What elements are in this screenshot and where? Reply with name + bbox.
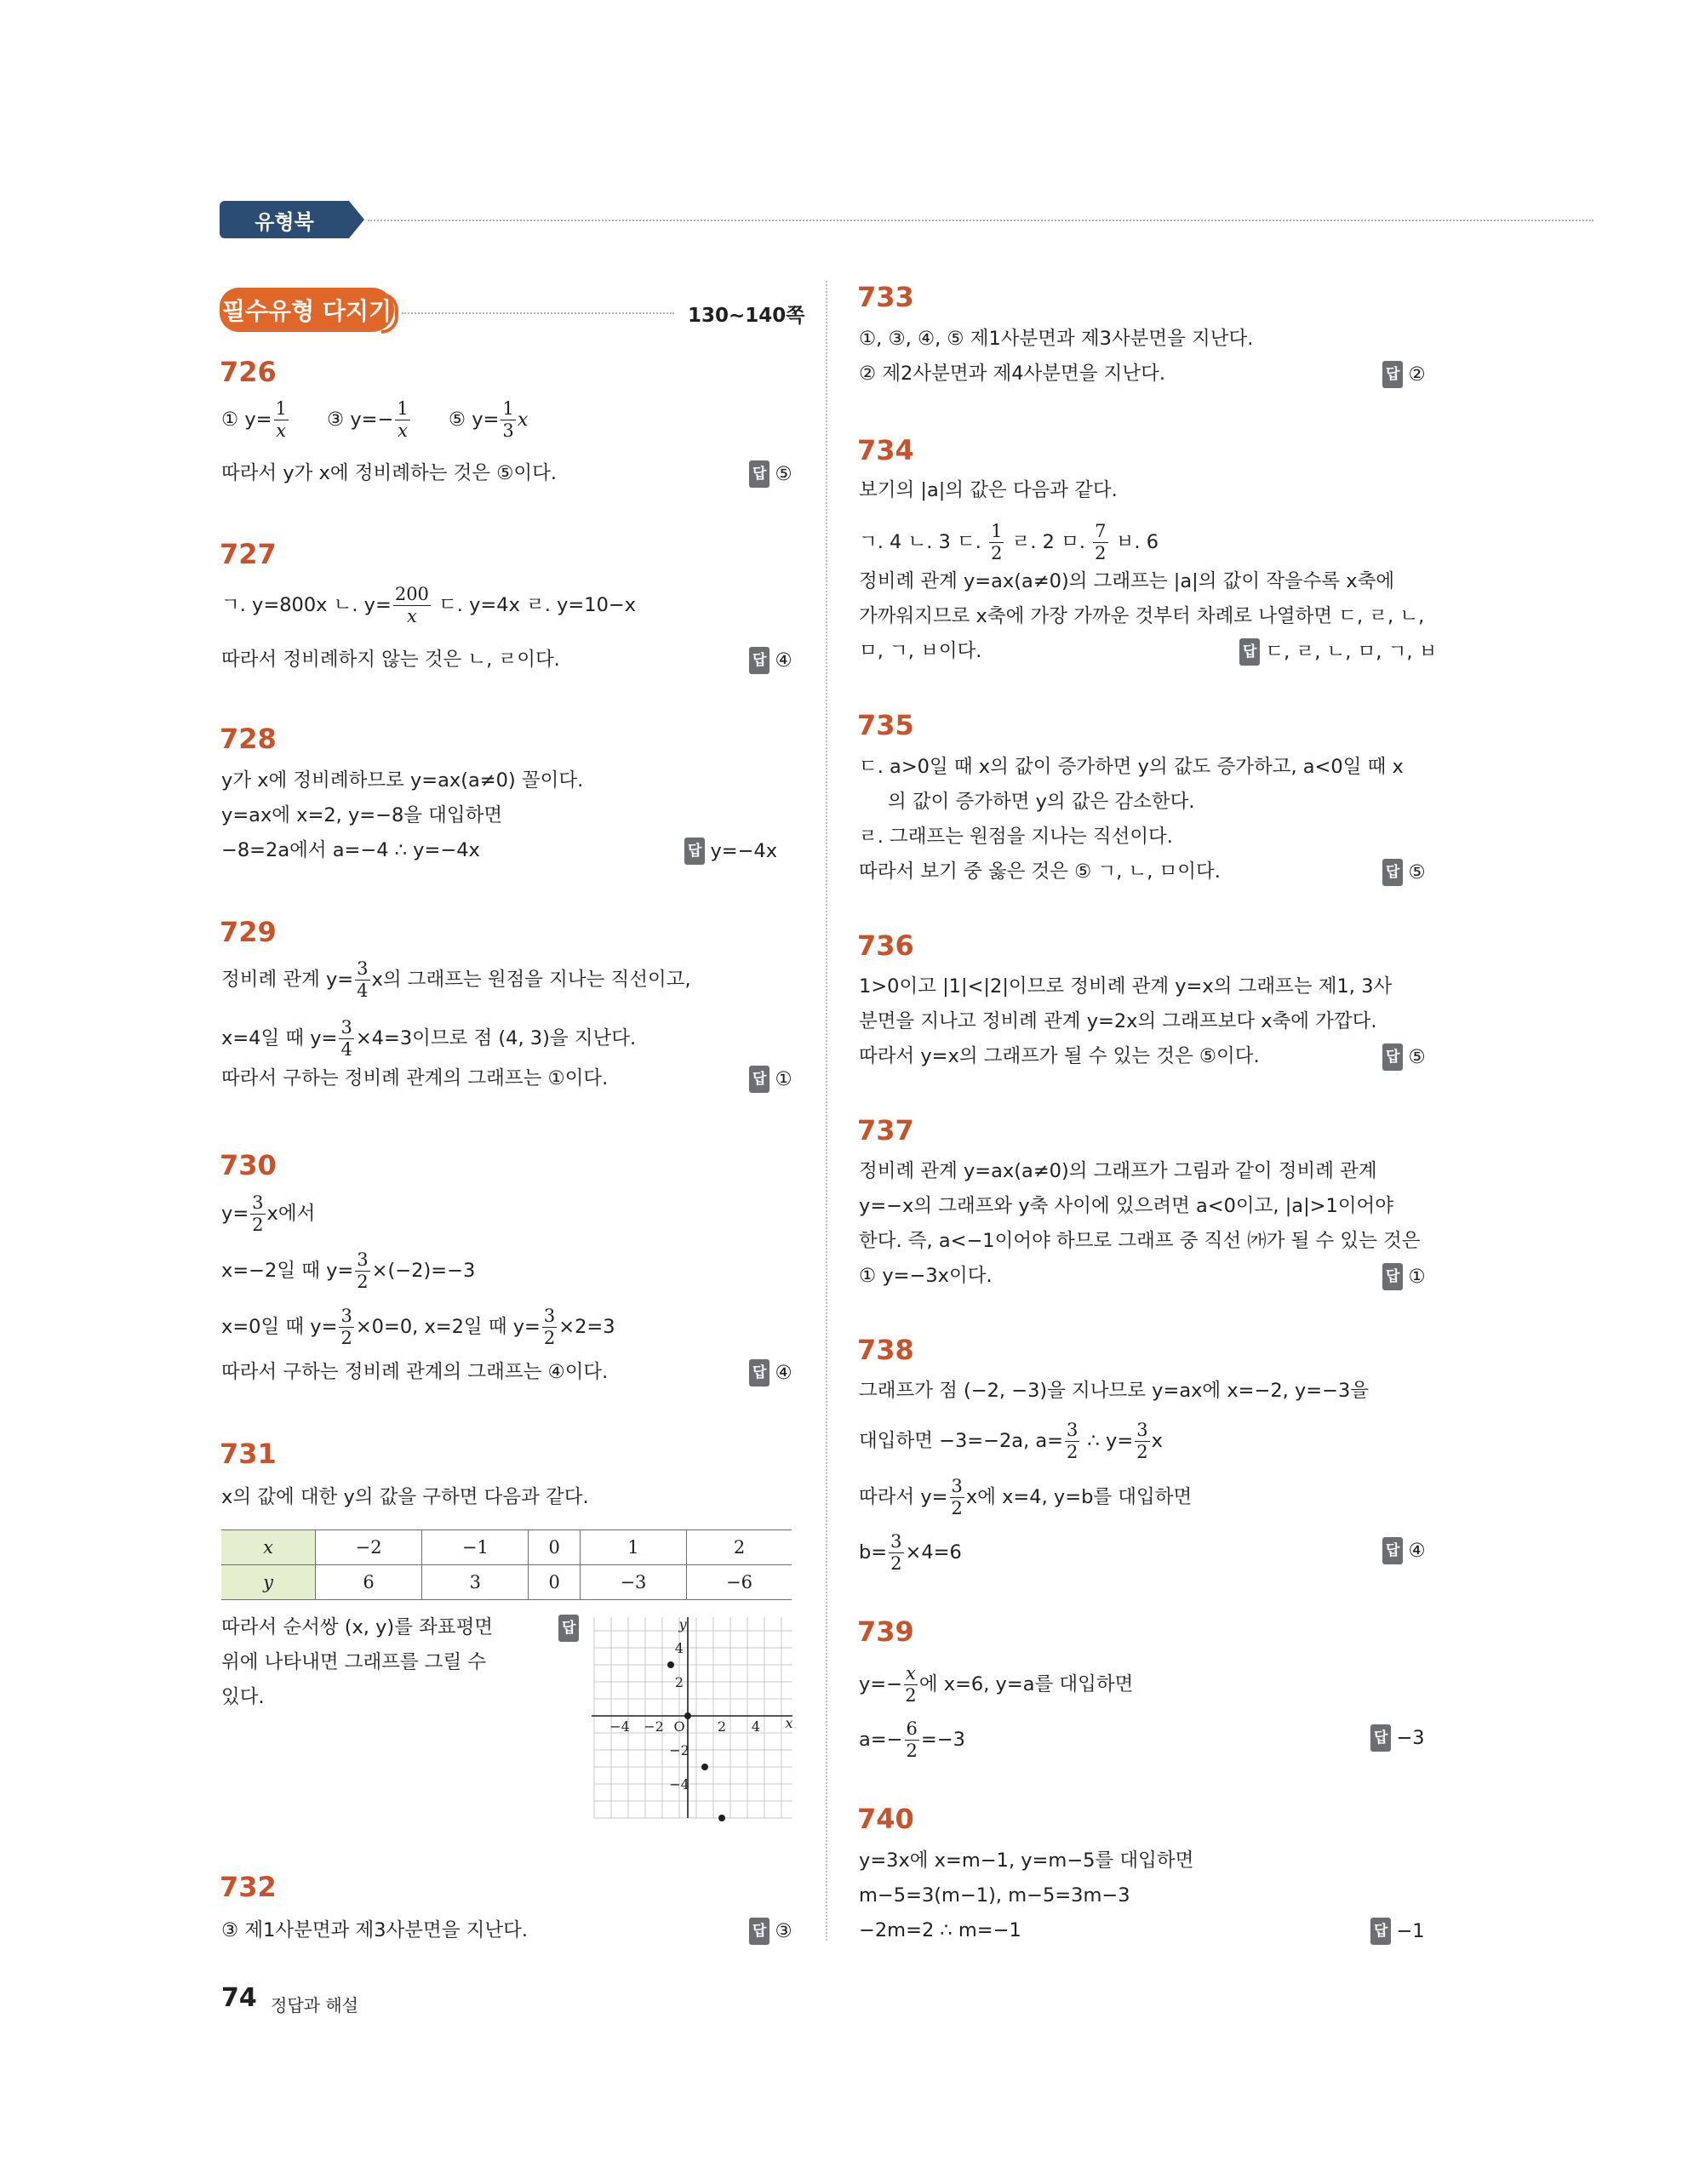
problem-727-line-2: 따라서 정비례하지 않는 것은 ㄴ, ㄹ이다. — [221, 649, 560, 671]
problem-number: 738 — [857, 1334, 914, 1366]
table-cell: 1 — [580, 1530, 686, 1565]
problem-737-line-1: 정비례 관계 y=ax(a≠0)의 그래프가 그림과 같이 정비례 관계 — [859, 1160, 1377, 1182]
graph-grid — [594, 1617, 796, 1818]
table-cell: 2 — [687, 1530, 792, 1565]
problem-737-line-4: ① y=−3x이다. — [859, 1265, 993, 1287]
y-tick-label: −2 — [669, 1742, 689, 1758]
problem-738-line-4: b= $\frac{3}{2}$ ×4=6 — [859, 1531, 962, 1574]
problem-734-line-5: ㅁ, ㄱ, ㅂ이다. — [859, 640, 982, 662]
answer: 답 ⑤ — [1382, 859, 1426, 886]
problem-728-line-3: −8=2a에서 a=−4 ∴ y=−4x — [221, 839, 480, 861]
problem-737-line-2: y=−x의 그래프와 y축 사이에 있으려면 a<0이고, |a|>1이어야 — [859, 1195, 1394, 1217]
problem-730-line-3: x=0일 때 y= $\frac{3}{2}$ ×0=0, x=2일 때 y= $\frac{3}{2}$ ×2=3 — [221, 1306, 615, 1348]
table-cell: 0 — [529, 1565, 580, 1600]
table-cell: 0 — [529, 1530, 580, 1565]
problem-728-line-2: y=ax에 x=2, y=−8을 대입하면 — [221, 804, 503, 826]
page-range: 130~140쪽 — [688, 305, 805, 327]
problem-number: 726 — [220, 356, 277, 388]
answer: 답 ① — [1382, 1263, 1426, 1290]
problem-734-line-4: 가까워지므로 x축에 가장 가까운 것부터 차례로 나열하면 ㄷ, ㄹ, ㄴ, — [859, 605, 1425, 627]
problem-730-line-2: x=−2일 때 y= $\frac{3}{2}$ ×(−2)=−3 — [221, 1249, 476, 1292]
problem-731-line-2: 따라서 순서쌍 (x, y)를 좌표평면 — [221, 1616, 494, 1638]
problem-736-line-2: 분면을 지나고 정비례 관계 y=2x의 그래프보다 x축에 가깝다. — [859, 1010, 1377, 1032]
problem-730-line-1: y= $\frac{3}{2}$ x에서 — [221, 1192, 316, 1235]
x-tick-label: 2 — [717, 1718, 727, 1735]
table-cell: −6 — [687, 1565, 792, 1600]
answer: 답 ④ — [749, 647, 792, 674]
origin-label: O — [673, 1718, 685, 1735]
answer: 답 −3 — [1370, 1724, 1425, 1752]
answer: 답 ③ — [749, 1918, 792, 1945]
problem-740-line-1: y=3x에 x=m−1, y=m−5를 대입하면 — [859, 1850, 1194, 1872]
problem-739-line-2: a=− $\frac{6}{2}$ =−3 — [859, 1718, 965, 1761]
value-table — [221, 1529, 792, 1600]
problem-735-line-3: ㄹ. 그래프는 원점을 지나는 직선이다. — [859, 826, 1173, 848]
answer: 답 ㄷ, ㄹ, ㄴ, ㅁ, ㄱ, ㅂ — [1239, 638, 1437, 666]
problem-number: 732 — [220, 1871, 277, 1903]
answer: 답 ② — [1382, 361, 1426, 388]
y-tick-label: 4 — [674, 1640, 684, 1656]
x-tick-label: 4 — [751, 1718, 761, 1735]
footer-label: 정답과 해설 — [271, 1995, 358, 2015]
header-divider — [368, 220, 1593, 221]
table-row-x — [221, 1530, 792, 1565]
problem-732-line-1: ③ 제1사분면과 제3사분면을 지난다. — [221, 1919, 528, 1941]
section-badge-tail — [381, 293, 398, 334]
problem-726-line-1: ① y= $\frac{1}{x}$ ③ y=− $\frac{1}{x}$ ⑤ y= $\frac{1}{3}$ x — [221, 398, 529, 441]
table-cell: 3 — [422, 1565, 529, 1600]
problem-number: 733 — [857, 281, 914, 313]
graph-point — [684, 1712, 691, 1719]
problem-738-line-2: 대입하면 −3=−2a, a= $\frac{3}{2}$ ∴ y= $\frac{3}{2}$ x — [859, 1420, 1163, 1462]
x-tick-label: −4 — [609, 1718, 630, 1735]
answer: 답 ④ — [749, 1359, 792, 1386]
problem-number: 737 — [857, 1114, 914, 1146]
problem-number: 730 — [220, 1149, 277, 1181]
graph-axes — [592, 1617, 792, 1818]
answer: 답 ① — [749, 1066, 792, 1093]
problem-number: 740 — [857, 1803, 914, 1835]
answer: 답 y=−4x — [684, 838, 777, 865]
problem-729-line-1: 정비례 관계 y= $\frac{3}{4}$ x의 그래프는 원점을 지나는 직선이고, — [221, 958, 691, 1001]
answer: 답 ⑤ — [749, 460, 792, 488]
problem-733-line-1: ①, ③, ④, ⑤ 제1사분면과 제3사분면을 지난다. — [859, 328, 1254, 350]
x-axis-label: x — [785, 1715, 793, 1731]
problem-728-line-1: y가 x에 정비례하므로 y=ax(a≠0) 꼴이다. — [221, 769, 584, 792]
answer: 답 ⑤ — [1382, 1043, 1426, 1071]
header-tab: 유형북 — [220, 201, 349, 238]
answer: 답 ④ — [1382, 1537, 1426, 1564]
problem-number: 739 — [857, 1615, 914, 1648]
y-tick-label: 2 — [674, 1674, 684, 1690]
problem-737-line-3: 한다. 즉, a<−1이어야 하므로 그래프 중 직선 ㈎가 될 수 있는 것은 — [859, 1230, 1421, 1252]
problem-number: 729 — [220, 916, 277, 948]
page-number: 74 — [221, 1983, 257, 2013]
table-row-y — [221, 1565, 792, 1600]
answer: 답 −1 — [1370, 1918, 1425, 1945]
y-tick-label: −4 — [669, 1776, 689, 1792]
problem-number: 736 — [857, 929, 914, 962]
problem-738-line-1: 그래프가 점 (−2, −3)을 지나므로 y=ax에 x=−2, y=−3을 — [859, 1380, 1370, 1402]
problem-740-line-2: m−5=3(m−1), m−5=3m−3 — [859, 1884, 1130, 1907]
problem-number: 728 — [220, 723, 277, 755]
problem-727-line-1: ㄱ. y=800x ㄴ. y= $\frac{200}{x}$ ㄷ. y=4x ㄹ. y=10−x — [221, 584, 637, 626]
problem-734-line-3: 정비례 관계 y=ax(a≠0)의 그래프는 |a|의 값이 작을수록 x축에 — [859, 570, 1395, 592]
answer: 답 — [558, 1615, 584, 1642]
problem-731-line-3: 위에 나타내면 그래프를 그릴 수 — [221, 1651, 487, 1673]
problem-735-line-4: 따라서 보기 중 옳은 것은 ⑤ ㄱ, ㄴ, ㅁ이다. — [859, 860, 1221, 883]
graph-point — [667, 1661, 674, 1668]
problem-736-line-3: 따라서 y=x의 그래프가 될 수 있는 것은 ⑤이다. — [859, 1045, 1260, 1067]
table-cell: x — [221, 1530, 316, 1565]
table-cell: −2 — [316, 1530, 422, 1565]
problem-735-line-1: ㄷ. a>0일 때 x의 값이 증가하면 y의 값도 증가하고, a<0일 때 x — [859, 756, 1404, 778]
y-axis-label: y — [678, 1617, 687, 1632]
graph-point — [701, 1764, 708, 1770]
graph-tick-labels — [609, 1617, 792, 1792]
section-badge: 필수유형 다지기 — [220, 288, 394, 332]
table-cell: −3 — [580, 1565, 686, 1600]
problem-736-line-1: 1>0이고 |1|<|2|이므로 정비례 관계 y=x의 그래프는 제1, 3사 — [859, 975, 1393, 998]
problem-729-line-3: 따라서 구하는 정비례 관계의 그래프는 ①이다. — [221, 1067, 609, 1089]
problem-738-line-3: 따라서 y= $\frac{3}{2}$ x에 x=4, y=b를 대입하면 — [859, 1476, 1193, 1518]
problem-number: 735 — [857, 709, 914, 741]
problem-730-line-4: 따라서 구하는 정비례 관계의 그래프는 ④이다. — [221, 1361, 609, 1383]
problem-number: 727 — [220, 538, 277, 570]
problem-731-line-1: x의 값에 대한 y의 값을 구하면 다음과 같다. — [221, 1486, 589, 1508]
problem-734-line-2: ㄱ. 4 ㄴ. 3 ㄷ. $\frac{1}{2}$ ㄹ. 2 ㅁ. $\frac{7}{2}$ ㅂ. 6 — [859, 521, 1159, 563]
problem-740-line-3: −2m=2 ∴ m=−1 — [859, 1919, 1021, 1941]
table-cell: 6 — [316, 1565, 422, 1600]
problem-number: 734 — [857, 434, 914, 466]
problem-734-line-1: 보기의 |a|의 값은 다음과 같다. — [859, 479, 1118, 501]
problem-729-line-2: x=4일 때 y= $\frac{3}{4}$ ×4=3이므로 점 (4, 3)을 지난다. — [221, 1017, 637, 1060]
table-cell: −1 — [422, 1530, 529, 1565]
problem-731-line-4: 있다. — [221, 1686, 265, 1708]
graph-point — [718, 1815, 725, 1821]
problem-726-line-2: 따라서 y가 x에 정비례하는 것은 ⑤이다. — [221, 462, 558, 484]
problem-number: 731 — [220, 1438, 277, 1470]
problem-735-line-2: 의 값이 증가하면 y의 값은 감소한다. — [888, 791, 1195, 813]
problem-739-line-1: y=− $\frac{x}{2}$ 에 x=6, y=a를 대입하면 — [859, 1663, 1134, 1706]
column-divider — [826, 281, 827, 1941]
x-tick-label: −2 — [644, 1718, 664, 1735]
table-cell: y — [221, 1565, 316, 1600]
section-divider — [402, 312, 674, 314]
coordinate-graph — [592, 1617, 796, 1821]
problem-733-line-2: ② 제2사분면과 제4사분면을 지난다. — [859, 363, 1165, 385]
